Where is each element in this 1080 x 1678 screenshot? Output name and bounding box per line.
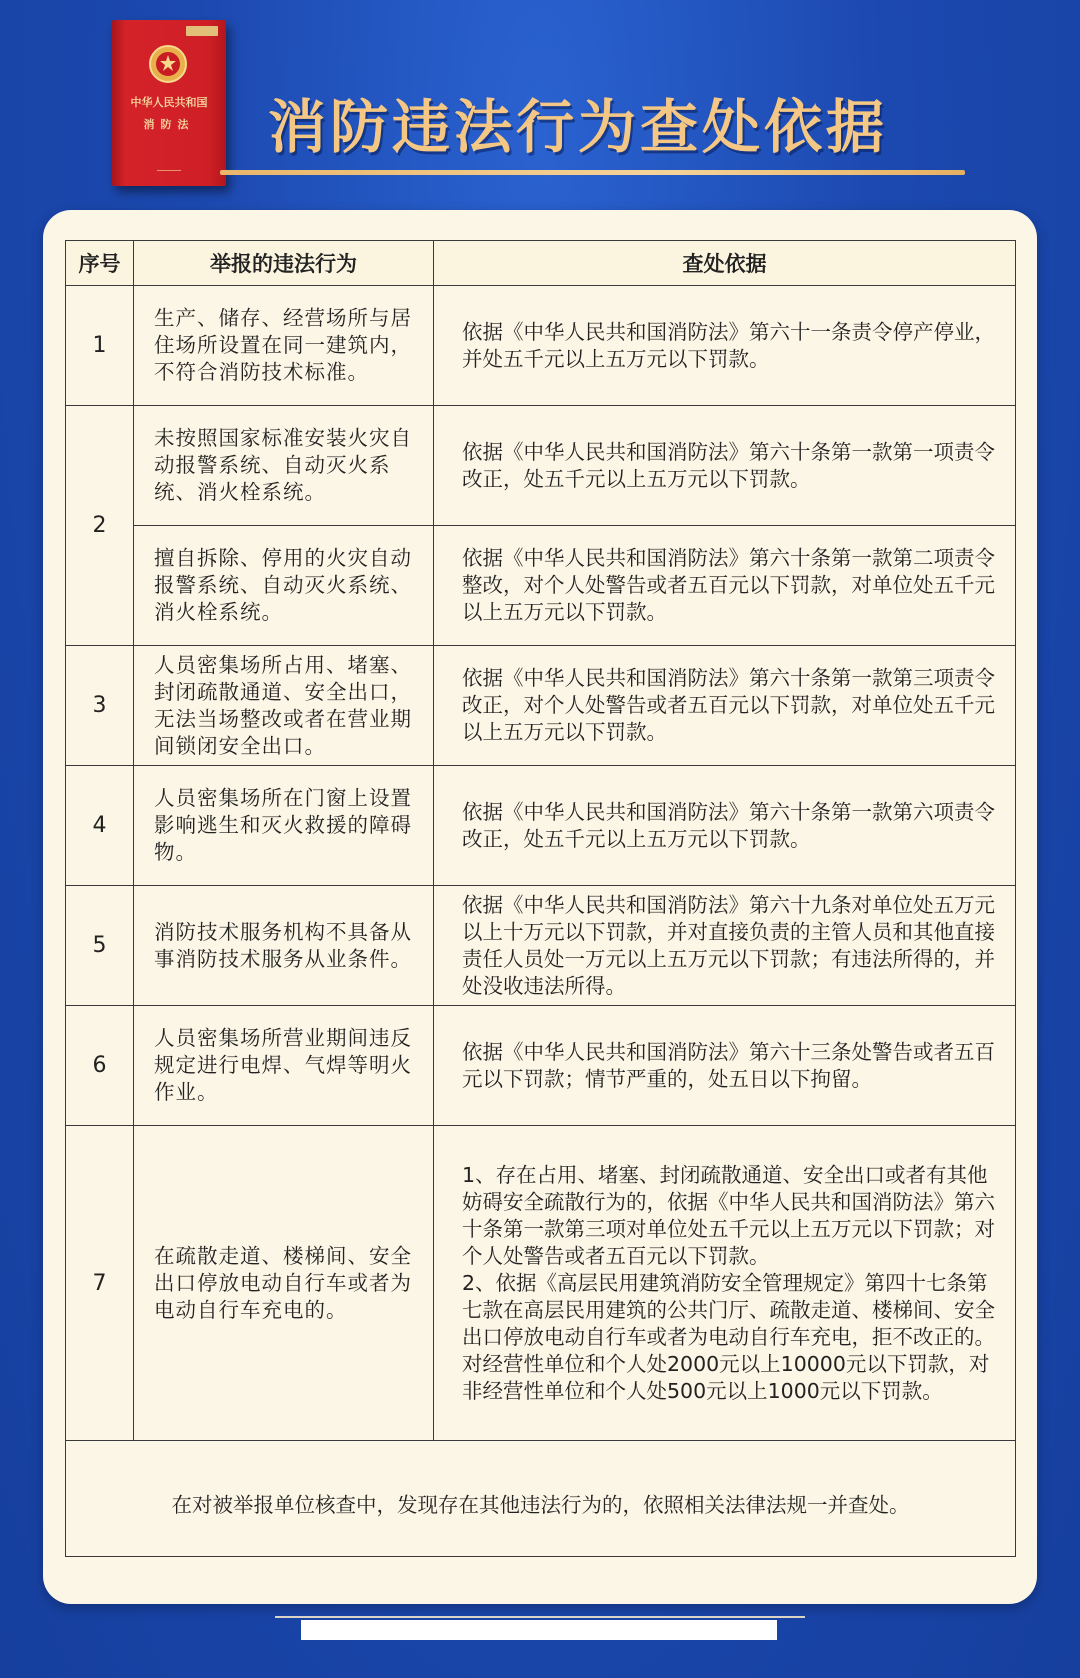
table-row xyxy=(66,766,1016,886)
book-subtitle: 消防法 xyxy=(143,118,195,131)
bottom-strip xyxy=(301,1620,777,1640)
row-number: 7 xyxy=(66,1126,134,1441)
header-basis: 查处依据 xyxy=(434,241,1016,286)
violation-table xyxy=(65,240,1016,1557)
content-card xyxy=(43,210,1037,1604)
row-violation: 消防技术服务机构不具备从事消防技术服务从业条件。 xyxy=(134,886,434,1006)
row-number: 4 xyxy=(66,766,134,886)
row-violation: 未按照国家标准安装火灾自动报警系统、自动灭火系统、消火栓系统。 xyxy=(134,406,434,526)
row-basis: 依据《中华人民共和国消防法》第六十九条对单位处五万元以上十万元以下罚款，并对直接负责的主管人员和其他直接责任人员处一万元以上五万元以下罚款；有违法所得的，并处没收违法所得。 xyxy=(434,886,1016,1006)
row-violation: 人员密集场所营业期间违反规定进行电焊、气焊等明火作业。 xyxy=(134,1006,434,1126)
table-row xyxy=(66,1126,1016,1441)
row-violation: 在疏散走道、楼梯间、安全出口停放电动自行车或者为电动自行车充电的。 xyxy=(134,1126,434,1441)
row-violation: 擅自拆除、停用的火灾自动报警系统、自动灭火系统、消火栓系统。 xyxy=(134,526,434,646)
bottom-divider xyxy=(275,1616,805,1618)
row-number: 3 xyxy=(66,646,134,766)
book-label xyxy=(186,26,218,36)
row-basis-part-1: 1、存在占用、堵塞、封闭疏散通道、安全出口或者有其他妨碍安全疏散行为的，依据《中华人民共和国消防法》第六十条第一款第三项对单位处五千元以上五万元以下罚款；对个人处警告或者五百元以下罚款。 xyxy=(462,1162,995,1268)
table-header-row xyxy=(66,241,1016,286)
header-act: 举报的违法行为 xyxy=(134,241,434,286)
page-title: 消防违法行为查处依据 xyxy=(268,93,889,161)
title-underline xyxy=(220,170,965,175)
row-basis: 依据《中华人民共和国消防法》第六十一条责令停产停业，并处五千元以上五万元以下罚款。 xyxy=(434,286,1016,406)
row-number: 1 xyxy=(66,286,134,406)
row-basis: 依据《中华人民共和国消防法》第六十条第一款第一项责令改正，处五千元以上五万元以下罚款。 xyxy=(434,406,1016,526)
table-row xyxy=(66,406,1016,526)
header-no: 序号 xyxy=(66,241,134,286)
row-number: 6 xyxy=(66,1006,134,1126)
book-publisher: ━━━━━━━━ xyxy=(156,168,182,174)
law-book-cover xyxy=(112,20,226,186)
row-violation: 人员密集场所在门窗上设置影响逃生和灭火救援的障碍物。 xyxy=(134,766,434,886)
row-basis: 依据《中华人民共和国消防法》第六十条第一款第六项责令改正，处五千元以上五万元以下罚款。 xyxy=(434,766,1016,886)
row-basis-part-2: 2、依据《高层民用建筑消防安全管理规定》第四十七条第七款在高层民用建筑的公共门厅、疏散走道、楼梯间、安全出口停放电动自行车或者为电动自行车充电，拒不改正的。对经营性单位和个人处2000元以上10000元以下罚款，对非经营性单位和个人处500元以上1000元以下罚款。 xyxy=(462,1270,995,1403)
table-row xyxy=(66,886,1016,1006)
table-row xyxy=(66,1006,1016,1126)
row-violation: 生产、储存、经营场所与居住场所设置在同一建筑内，不符合消防技术标准。 xyxy=(134,286,434,406)
national-emblem-icon xyxy=(148,44,188,84)
table-row xyxy=(66,526,1016,646)
row-basis: 依据《中华人民共和国消防法》第六十条第一款第二项责令整改，对个人处警告或者五百元以下罚款，对单位处五千元以上五万元以下罚款。 xyxy=(434,526,1016,646)
row-basis: 依据《中华人民共和国消防法》第六十条第一款第三项责令改正，对个人处警告或者五百元以下罚款，对单位处五千元以上五万元以下罚款。 xyxy=(434,646,1016,766)
book-title: 中华人民共和国 xyxy=(130,96,208,109)
row-violation: 人员密集场所占用、堵塞、封闭疏散通道、安全出口，无法当场整改或者在营业期间锁闭安全出口。 xyxy=(134,646,434,766)
row-number: 5 xyxy=(66,886,134,1006)
table-footer-row xyxy=(66,1441,1016,1557)
table-row xyxy=(66,646,1016,766)
table-row xyxy=(66,286,1016,406)
row-basis: 依据《中华人民共和国消防法》第六十三条处警告或者五百元以下罚款；情节严重的，处五日以下拘留。 xyxy=(434,1006,1016,1126)
row-basis xyxy=(434,1126,1016,1441)
row-number: 2 xyxy=(66,406,134,646)
table-footer-note: 在对被举报单位核查中，发现存在其他违法行为的，依照相关法律法规一并查处。 xyxy=(66,1441,1016,1557)
